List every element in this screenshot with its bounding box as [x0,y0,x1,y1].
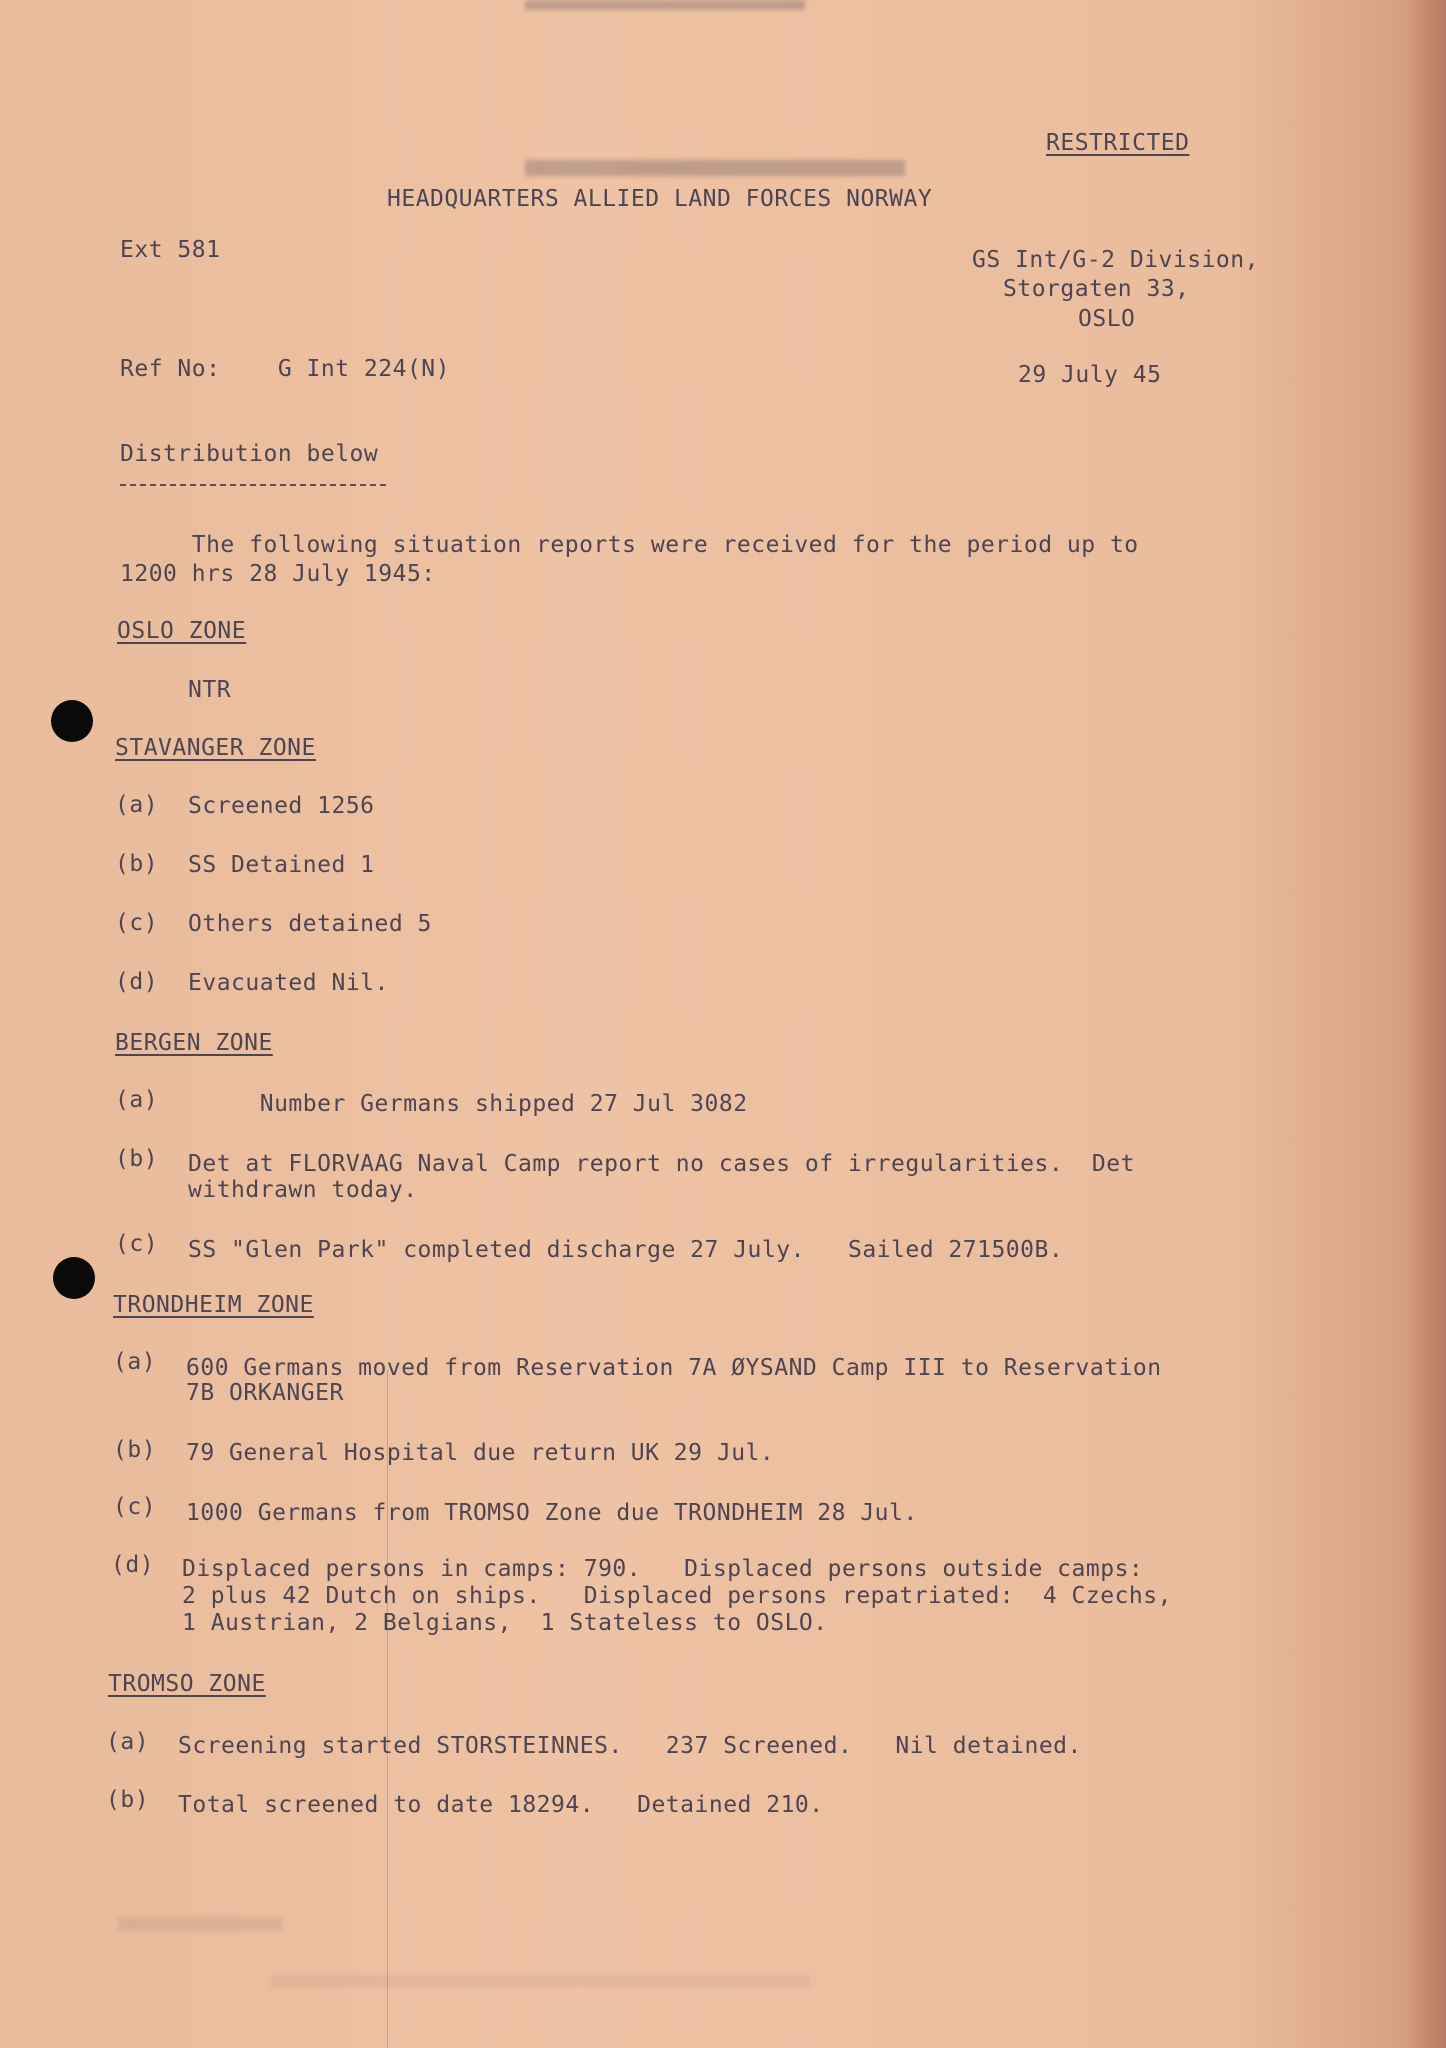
bleed-through-line [270,1975,810,1987]
trondheim-item-d-line-3: 1 Austrian, 2 Belgians, 1 Stateless to OSLO. [182,1610,828,1636]
intro-line-1: The following situation reports were received for the period up to [120,532,1139,558]
bergen-item-c-label: (c) [115,1231,159,1257]
trondheim-item-d-label: (d) [111,1552,155,1578]
organization-title: HEADQUARTERS ALLIED LAND FORCES NORWAY [387,186,933,212]
trondheim-item-c-label: (c) [113,1494,157,1520]
trondheim-item-b-text: 79 General Hospital due return UK 29 Jul. [186,1440,775,1466]
stavanger-item-c-text: Others detained 5 [188,911,432,937]
top-smudge [525,0,805,10]
address-line-2: Storgaten 33, [1003,276,1190,302]
classification-label: RESTRICTED [1046,130,1190,156]
distribution-label: Distribution below [120,441,379,467]
stavanger-item-d-label: (d) [115,969,159,995]
stavanger-item-b-label: (b) [115,851,159,877]
punch-hole-top [51,700,93,742]
trondheim-item-a-line-2: 7B ORKANGER [186,1380,344,1406]
page-edge-shadow [1410,0,1446,2048]
punch-hole-bottom [53,1257,95,1299]
address-line-1: GS Int/G-2 Division, [972,247,1259,273]
stavanger-item-c-label: (c) [115,910,159,936]
oslo-zone-heading: OSLO ZONE [117,618,247,644]
bergen-item-a-label: (a) [115,1087,159,1113]
oslo-zone-text: NTR [188,677,232,703]
stavanger-item-d-text: Evacuated Nil. [188,970,389,996]
trondheim-item-d-line-2: 2 plus 42 Dutch on ships. Displaced persons repatriated: 4 Czechs, [182,1583,1172,1609]
tromso-item-a-label: (a) [106,1729,150,1755]
trondheim-item-b-label: (b) [113,1437,157,1463]
bergen-item-b-line-2: withdrawn today. [188,1177,418,1203]
stavanger-item-b-text: SS Detained 1 [188,852,375,878]
reference-number: Ref No: G Int 224(N) [120,356,450,382]
bergen-zone-heading: BERGEN ZONE [115,1030,273,1056]
tromso-item-b-label: (b) [106,1787,150,1813]
trondheim-item-c-text: 1000 Germans from TROMSO Zone due TRONDHEIM 28 Jul. [186,1500,918,1526]
ext-number: Ext 581 [120,237,221,263]
trondheim-zone-heading: TRONDHEIM ZONE [113,1292,314,1318]
trondheim-item-a-label: (a) [113,1349,157,1375]
bergen-item-a-text: Number Germans shipped 27 Jul 3082 [188,1091,748,1117]
stavanger-zone-heading: STAVANGER ZONE [115,735,316,761]
bergen-item-c-text: SS "Glen Park" completed discharge 27 July. Sailed 271500B. [188,1237,1064,1263]
bleed-through-heading [118,1917,282,1931]
stavanger-item-a-label: (a) [115,792,159,818]
tromso-item-b-text: Total screened to date 18294. Detained 210. [178,1792,824,1818]
distribution-underline [120,484,386,486]
bergen-item-b-line-1: Det at FLORVAAG Naval Camp report no cases of irregularities. Det [188,1151,1135,1177]
document-date: 29 July 45 [1018,362,1162,388]
trondheim-item-a-line-1: 600 Germans moved from Reservation 7A ØYSAND Camp III to Reservation [186,1355,1162,1381]
tromso-zone-heading: TROMSO ZONE [108,1671,266,1697]
address-line-3: OSLO [1078,306,1136,332]
fold-line [387,1370,388,2048]
bergen-item-b-label: (b) [115,1146,159,1172]
trondheim-item-d-line-1: Displaced persons in camps: 790. Displaced persons outside camps: [182,1556,1144,1582]
stavanger-item-a-text: Screened 1256 [188,793,375,819]
intro-line-2: 1200 hrs 28 July 1945: [120,561,436,587]
redaction-smudge [525,160,905,176]
tromso-item-a-text: Screening started STORSTEINNES. 237 Screened. Nil detained. [178,1733,1082,1759]
